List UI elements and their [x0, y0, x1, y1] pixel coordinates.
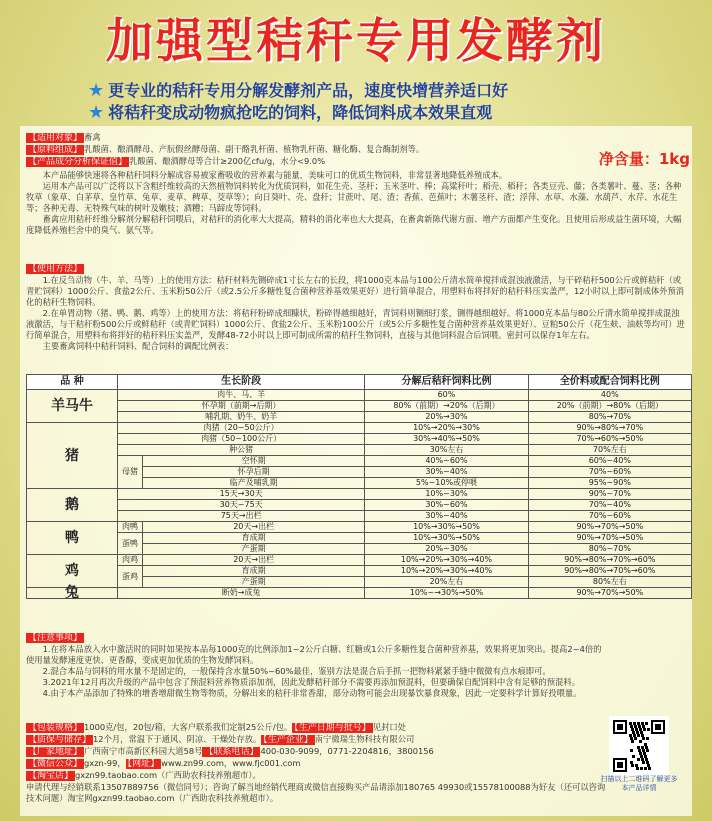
qr-module	[635, 764, 638, 767]
qr-module	[642, 749, 645, 752]
ratio-cell: 10%~30%	[365, 489, 528, 500]
species-cell: 兔	[27, 588, 118, 599]
ratio-cell: 70%左右	[528, 445, 691, 456]
footer-row	[26, 758, 606, 770]
qr-module	[630, 725, 633, 728]
info-value: 畜禽	[84, 132, 101, 142]
footer-block	[26, 722, 606, 804]
footer-row	[26, 734, 606, 746]
footer-value: 见封口处	[372, 722, 406, 732]
ratio-cell: 80%→70%	[528, 412, 691, 423]
qr-module	[640, 731, 643, 734]
note-item: 1.在将本品放入水中激活时的同时如果按本品每1000克的比例添加1~2公斤白糖、红糖或1公斤多糖性复合菌种营养基，效果将更加突出。提高2~4倍的使用量发酵速度更快、更香醇，变成更加优质的生物发酵饲料。	[26, 644, 602, 665]
ratio-cell: 30%~40%	[365, 511, 528, 522]
table-row	[27, 489, 692, 500]
ratio-cell: 10%→30%→50%	[365, 533, 528, 544]
product-title: 加强型秸秆专用发酵剂	[106, 14, 606, 69]
qr-module	[631, 764, 634, 767]
usage-block	[26, 263, 686, 352]
qr-module	[639, 740, 642, 743]
stage-cell: 肉牛、马、羊	[118, 390, 365, 401]
qr-module	[636, 767, 639, 770]
subgroup-cell: 母猪	[118, 456, 143, 489]
stage-cell: 15天→30天	[118, 489, 365, 500]
info-row	[26, 156, 686, 168]
ratio-cell: 20%左右	[365, 577, 528, 588]
qr-module	[629, 734, 632, 737]
footer-row	[26, 722, 606, 734]
qr-module	[642, 737, 645, 740]
notes-label: 【注意事项】	[28, 633, 83, 643]
ratio-cell: 90%→70%→50%	[528, 588, 691, 599]
intro-paragraph: 本产品能够快速将各种秸秆饲料分解成容易被家畜吸收的营养素与能量，美味可口的优质生物饲料，非常显著地降低养殖成本。	[42, 170, 508, 180]
ratio-cell: 10%→20%→30%→40%	[365, 555, 528, 566]
ratio-cell: 90%→70%→50%	[528, 533, 691, 544]
usage-paragraph: 主要畜禽饲料中秸秆饲料、配合饲料的调配比例表：	[42, 341, 234, 351]
slogan-1	[88, 78, 508, 101]
qr-module	[633, 722, 636, 725]
footer-label: 【生产日期与批号】	[294, 723, 371, 733]
intro-paragraph: 运用本产品可以广泛将以下含粗纤维较高的天然植物饲料转化为优质饲料，如花生壳、茎秆；玉米茎叶、棒；高粱秆叶；稻壳、稻秆；各类豆壳、藤；各类薯叶、蔓、茎；各种牧草（象草、白茅草、皇竹草、兔草、麦草、稗草、茭草等）；向日葵叶、壳、盘秆；甘蔗叶、尾、渣；香蕉、芭蕉叶；木薯茎秆、渣；浮萍、水草、水藻、水葫芦、水芹、水花生等；各种无毒、无特殊气味的树叶及嫩枝；酒糟；马蹄皮等饲料。	[26, 181, 682, 213]
usage-paragraph: 1.在反刍动物（牛、羊、马等）上的使用方法：秸秆材料先铡碎成1寸长左右的长段，将1000克本品与100公斤清水简单搅拌成混浊液激活，与干碎秸秆500公斤或鲜秸秆（或青贮饲料）1000公斤、食盐2公斤、玉米粉50公斤（或2.5公斤多糖性复合菌种营养基效果更好）进行简单混合，用塑料布将拌好的秸秆料压实盖严，12小时以上即可制成体外预消化的秸秆生物饲料。	[26, 275, 685, 307]
info-label: 【适用对象】	[28, 133, 83, 143]
qr-module	[637, 722, 640, 725]
intro-block	[26, 170, 686, 236]
stage-cell: 产蛋期	[143, 577, 365, 588]
stage-cell: 30天~75天	[118, 500, 365, 511]
stage-cell: 种公猪	[118, 445, 365, 456]
subgroup-cell: 蛋鸡	[118, 566, 143, 588]
qr-module	[637, 734, 640, 737]
intro-paragraph: 畜禽应用秸秆纤维分解剂分解秸秆饲喂后，对秸秆的消化率大大提高，精料的消化率也大大提高，在畜禽新陈代谢方面、增产方面都产生变化。且使用后形成益生菌环境，大幅度降低养殖栏舍中的臭气、氨气等。	[26, 214, 682, 235]
stage-cell: 20天→出栏	[143, 555, 365, 566]
info-row	[26, 132, 686, 144]
table-header: 全价料或配合饲料比例	[528, 375, 691, 390]
ratio-cell: 10%→30%→50%	[365, 522, 528, 533]
ratio-cell: 10%→20%→30%	[365, 423, 528, 434]
ratio-cell: 30%左右	[365, 445, 528, 456]
stage-cell: 空怀期	[143, 456, 365, 467]
stage-cell: 肉猪（50~100公斤）	[118, 434, 365, 445]
footer-label: 【包装规格】	[28, 723, 83, 733]
stage-cell: 临产及哺乳期	[143, 478, 365, 489]
table-row	[27, 434, 692, 445]
info-value: 乳酸菌、酿酒酵母等合计≥200亿cfu/g，水分<9.0%	[129, 156, 326, 166]
slogan-text: 将秸秆变成动物疯抢吃的饲料，降低饲料成本效果直观	[108, 103, 493, 122]
species-cell: 鸭	[27, 522, 118, 555]
ratio-cell: 90%→80%→70%	[528, 423, 691, 434]
stage-cell: 20天→出栏	[143, 522, 365, 533]
footer-value: gxzn-99，	[84, 758, 126, 768]
stage-cell: 断奶→成兔	[118, 588, 365, 599]
star-icon: ★	[88, 80, 105, 101]
qr-module	[644, 743, 647, 746]
info-block	[26, 132, 686, 168]
ratio-cell: 60%~40%	[528, 456, 691, 467]
species-cell: 猪	[27, 423, 118, 489]
table-row	[27, 423, 692, 434]
qr-module	[638, 749, 641, 752]
table-header: 生长阶段	[118, 375, 365, 390]
qr-module	[632, 755, 635, 758]
stage-cell: 哺乳期、奶牛、奶羊	[118, 412, 365, 423]
qr-module	[617, 724, 623, 730]
qr-module	[655, 724, 661, 730]
qr-module	[632, 731, 635, 734]
info-label: 【原料组成】	[28, 145, 83, 155]
ratio-cell: 60%	[365, 390, 528, 401]
footer-row	[26, 746, 606, 758]
table-row	[27, 445, 692, 456]
notes-block	[26, 632, 606, 699]
note-item: 2.混合本品与饲料的用水量不是固定的，一般保持含水量50%~60%最佳，鉴别方法是混合后手抓一把物料紧紧手缝中微微有点水痕即可。	[42, 666, 551, 676]
qr-module	[646, 749, 649, 752]
qr-module	[640, 755, 643, 758]
table-row	[27, 566, 692, 577]
subgroup-cell: 蛋鸭	[118, 533, 143, 555]
table-header: 分解后秸秆饲料比例	[365, 375, 528, 390]
footer-label: 【联系电话】	[204, 747, 259, 757]
ratio-cell: 5%~10%或停喂	[365, 478, 528, 489]
species-cell: 鸡	[27, 555, 118, 588]
ratio-cell: 70%→60%→50%	[528, 434, 691, 445]
footer-label: 【质保与储存】	[28, 735, 92, 745]
table-row	[27, 500, 692, 511]
slogan-text: 更专业的秸秆专用分解发酵剂产品，速度快增营养适口好	[108, 81, 509, 100]
subgroup-cell: 肉鸭	[118, 522, 143, 533]
qr-module	[644, 767, 647, 770]
slogan-2	[88, 100, 492, 123]
contact-text: 申请代理与经销联系13507889756（微信同号）；咨询了解当地经销代理商或微信直接购买产品请添加180765 49930或15578100088为好友（还可以咨询技术问题）淘宝网gxzn99.taobao.com（广西助农科技养殖超市）。	[26, 782, 606, 803]
species-cell: 羊马牛	[27, 390, 118, 423]
ratio-cell: 90%~70%	[528, 489, 691, 500]
qr-module	[647, 728, 650, 731]
ratio-cell: 90%→70%→50%	[528, 522, 691, 533]
usage-paragraph: 2.在单胃动物（猪、鸭、鹅、鸡等）上的使用方法：将秸秆粉碎成细糠状，粉碎得越细越好，青饲料则铡细打浆，铡得越细越好。将1000克本品与80公斤清水简单搅拌成混浊液激活，与干秸秆粉500公斤或鲜秸秆（或青贮饲料）1000公斤、食盐2公斤、玉米粉100公斤（或5公斤多糖性复合菌种营养基效果更好）、豆粕50公斤（花生麸、油麸等均可）进行简单混合，用塑料布将拌好的秸秆料压实盖严，发酵48-72小时以上即可制成所需的秸秆生物饲料，直接与其他饲料混合后饲喂。密封可以保存1年左右。	[26, 308, 685, 340]
footer-value: www.zn99.com，www.fjc001.com	[161, 758, 301, 768]
footer-value: 南宁微瑞生物科技有限公司	[314, 734, 415, 744]
ratio-cell: 90%→80%→70%→60%	[528, 566, 691, 577]
ratio-cell: 30%~60%	[365, 500, 528, 511]
qr-module	[617, 762, 623, 768]
qr-module	[644, 755, 647, 758]
qr-module	[631, 740, 634, 743]
stage-cell: 怀孕后期	[143, 467, 365, 478]
qr-module	[630, 749, 633, 752]
footer-value: 广西南宁市高新区科园大道58号	[84, 746, 203, 756]
ratio-cell: 20%→30%	[365, 412, 528, 423]
qr-module	[641, 722, 644, 725]
usage-label: 【使用方法】	[28, 264, 83, 274]
qr-module	[638, 725, 641, 728]
ratio-cell: 70%~60%	[528, 467, 691, 478]
footer-label: 【微信公众】	[28, 759, 83, 769]
qr-module	[630, 761, 633, 764]
footer-label: 【网址】	[127, 759, 160, 769]
stage-cell: 育成期	[143, 533, 365, 544]
table-row	[27, 588, 692, 599]
qr-module	[637, 758, 640, 761]
scan-caption: 扫描以上二维码了解更多本产品详情	[600, 775, 678, 792]
table-row	[27, 456, 692, 467]
ratio-cell: 90%→80%→70%→60%	[528, 555, 691, 566]
footer-row	[26, 770, 606, 782]
ratio-cell: 30%~40%	[365, 467, 528, 478]
table-row	[27, 522, 692, 533]
footer-label: 【淘宝店】	[28, 771, 74, 781]
table-header-row	[27, 375, 692, 390]
table-row	[27, 412, 692, 423]
ratio-cell: 95%~90%	[528, 478, 691, 489]
qr-module	[635, 728, 638, 731]
qr-module	[648, 767, 651, 770]
ratio-cell: 30%→40%→50%	[365, 434, 528, 445]
qr-module	[634, 737, 637, 740]
footer-label: 【生产企业】	[263, 735, 313, 745]
qr-code[interactable]	[609, 716, 669, 776]
qr-module	[642, 725, 645, 728]
table-row	[27, 555, 692, 566]
footer-value: gxzn99.taobao.com（广西助农科技养殖超市）。	[75, 770, 261, 780]
table-row	[27, 390, 692, 401]
stage-cell: 肉猪（20~50公斤）	[118, 423, 365, 434]
table-header: 品 种	[27, 375, 118, 390]
info-value: 乳酸菌、酿酒酵母、产朊假丝酵母菌、副干酪乳杆菌、植物乳杆菌、糖化酶、复合酶制剂等。	[84, 144, 425, 154]
ratio-cell: 10%~→30%→50%	[365, 588, 528, 599]
note-item: 3.2021年12月再次升级的产品中包含了预混料营养物质添加剂，因此发酵秸秆部分不需要再添加预混料，但要确保自配饲料中含有足够的预混料。	[42, 677, 581, 687]
ratio-cell: 80%~70%	[528, 544, 691, 555]
ratio-cell: 40%~60%	[365, 456, 528, 467]
stage-cell: 75天→出栏	[118, 511, 365, 522]
ratio-cell: 80%（前期）→20%（后期）	[365, 401, 528, 412]
subgroup-cell: 肉鸡	[118, 555, 143, 566]
net-weight: 净含量：1kg	[598, 150, 690, 168]
ratio-table	[26, 374, 692, 599]
ratio-cell: 20%（前期）→80%（后期）	[528, 401, 691, 412]
table-row	[27, 533, 692, 544]
star-icon: ★	[88, 102, 105, 123]
info-row	[26, 144, 686, 156]
qr-module	[643, 728, 646, 731]
qr-module	[646, 737, 649, 740]
footer-value: 12个月，常温下于通风、阴凉、干燥处存放。	[93, 734, 262, 744]
footer-label: 【厂家地址】	[28, 747, 83, 757]
footer-value: 400-030-9099，0771-2204816，3800156	[260, 746, 434, 756]
stage-cell: 怀孕期（前期→后期）	[118, 401, 365, 412]
ratio-cell: 40%	[528, 390, 691, 401]
ratio-cell: 70%~40%	[528, 500, 691, 511]
ratio-cell: 20%~30%	[365, 544, 528, 555]
ratio-cell: 80%左右	[528, 577, 691, 588]
qr-module	[642, 761, 645, 764]
note-item: 4.由于本产品添加了特殊的增香增甜微生物等物质，分解出来的秸秆非常香甜，部分动物可能会出现暴饮暴食现象，因此一定要科学计算好投喂量。	[42, 688, 582, 698]
qr-module	[633, 734, 636, 737]
stage-cell: 育成期	[143, 566, 365, 577]
qr-module	[640, 767, 643, 770]
table-row	[27, 401, 692, 412]
qr-module	[645, 722, 648, 725]
footer-value: 1000克/包，20包/箱，大客户联系我们定制25公斤/包。	[84, 722, 293, 732]
table-row	[27, 511, 692, 522]
stage-cell: 产蛋期	[143, 544, 365, 555]
species-cell: 鹅	[27, 489, 118, 522]
ratio-cell: 70%~60%	[528, 511, 691, 522]
info-label: 【产品成分分析保证值】	[28, 157, 128, 167]
ratio-cell: 10%→20%→30%→40%	[365, 566, 528, 577]
